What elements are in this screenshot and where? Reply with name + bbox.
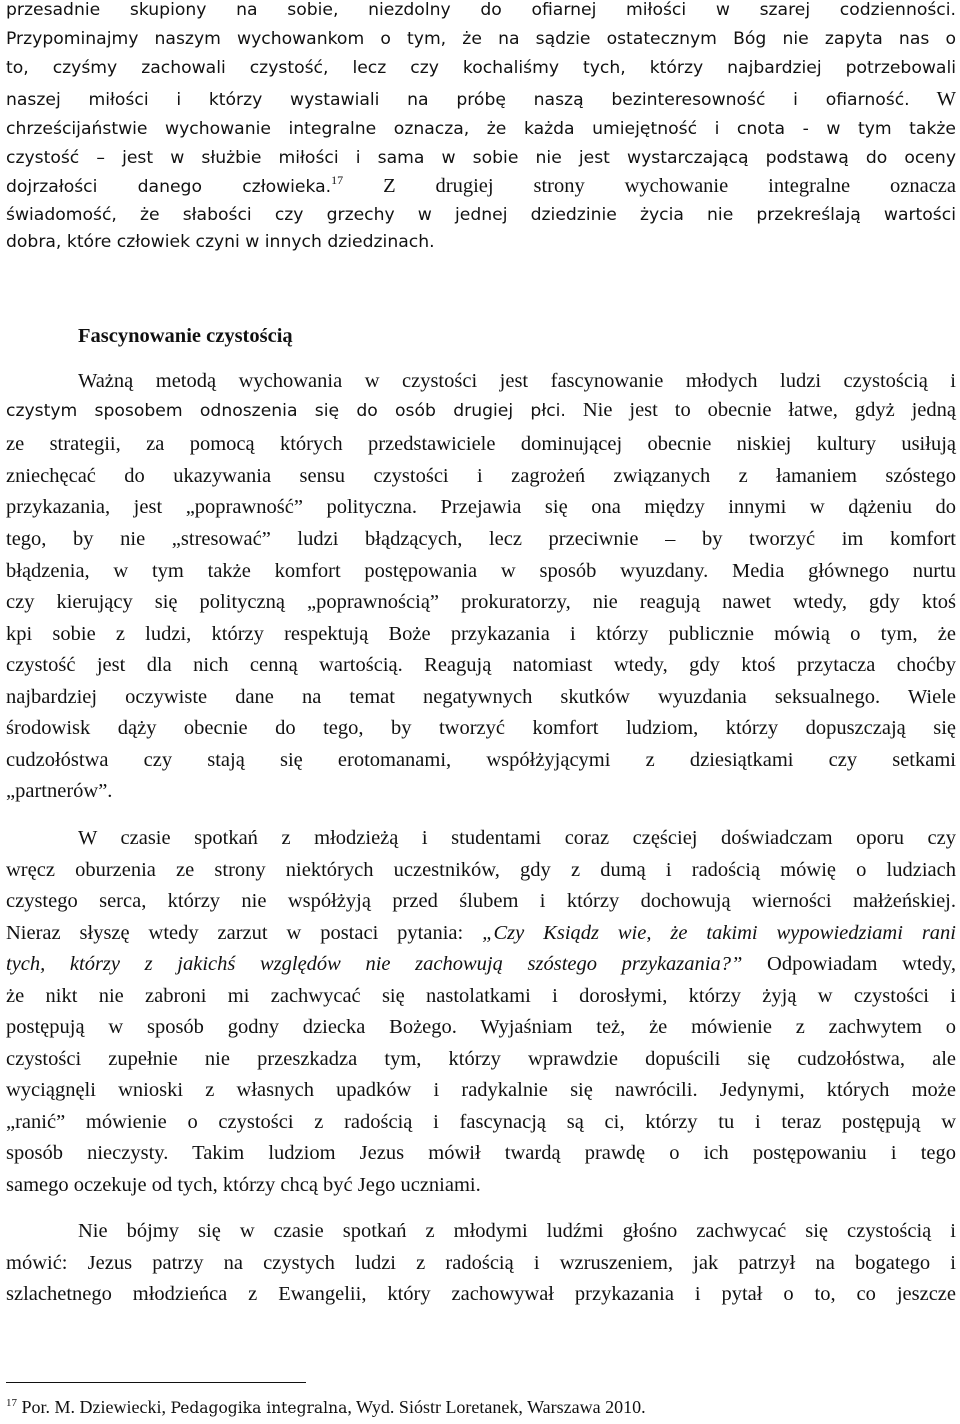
text-span: przesadnie skupiony na sobie, niezdolny do ofiarnej miłości w szarej codzienności. — [6, 0, 956, 20]
text-span: czy kierujący się polityczną „poprawnością” prokuratorzy, nie reagują nawet wtedy, gdy ktoś — [6, 591, 956, 613]
text-span: że nikt nie zabroni mi zachwycać się nastolatkami i dorosłymi, którzy żyją w czystości i — [6, 985, 956, 1007]
footnote-book-title: Pedagogika integralna — [170, 1399, 348, 1417]
text-span: dojrzałości danego człowieka. — [6, 177, 332, 197]
text-span: postępują w sposób godny dziecka Bożego. Wyjaśniam też, że mówienie z zachwytem o — [6, 1016, 956, 1038]
text-line — [6, 712, 956, 744]
text-line — [6, 822, 956, 854]
text-span: kpi sobie z ludzi, którzy respektują Boże przykazania i którzy publicznie mówią o tym, że — [6, 623, 956, 645]
text-span: błądzenia, w tym także komfort postępowania w sposób wyuzdany. Media głównego nurtu — [6, 560, 956, 582]
text-line — [6, 460, 956, 492]
text-span: Przypominajmy naszym wychowankom o tym, że na sądzie ostatecznym Bóg nie zapyta nas o — [6, 29, 956, 49]
text-span: mówić: Jezus patrzy na czystych ludzi z radością i wzruszeniem, jak patrzył na bogatego i — [6, 1252, 956, 1274]
text-span: wyciągnęli wnioski z własnych upadków i radykalnie się nawrócili. Jedynymi, których może — [6, 1079, 956, 1101]
text-span: ze strategii, za pomocą których przedstawiciele dominującej obecnie niskiej kultury usiłują — [6, 433, 956, 455]
text-line — [6, 618, 956, 650]
footnote-text: Por. M. Dziewiecki, — [17, 1397, 171, 1417]
text-span: „ranić” mówienie o czystości z radością i fascynacją są ci, którzy tu i teraz postępują w — [6, 1111, 956, 1133]
text-line — [6, 1074, 956, 1106]
text-line — [6, 1137, 956, 1169]
text-line — [6, 1169, 956, 1201]
text-line — [6, 491, 956, 523]
text-line — [6, 23, 956, 55]
text-line — [6, 1043, 956, 1075]
text-span: W — [909, 88, 956, 110]
text-span: cudzołóstwa czy stają się erotomanami, współżyjącymi z dziesiątkami czy setkami — [6, 749, 956, 771]
footnote-text: , Wyd. Sióstr Loretanek, Warszawa 2010. — [347, 1397, 646, 1417]
text-line — [6, 113, 956, 145]
text-line — [6, 1247, 956, 1279]
text-span: środowisk dąży obecnie do tego, by tworzyć komfort ludziom, którzy dopuszczają się — [6, 717, 956, 739]
text-span: W czasie spotkań z młodzieżą i studentami coraz częściej doświadczam oporu czy — [78, 827, 956, 849]
text-line — [6, 681, 956, 713]
text-span: zniechęcać do ukazywania sensu czystości i zagrożeń związanych z łamaniem szóstego — [6, 465, 956, 487]
text-span: czystości zupełnie nie przeszkadza tym, którzy wprawdzie dopuścili się cudzołóstwa, ale — [6, 1048, 956, 1070]
text-line — [6, 917, 956, 949]
footnote-reference: 17 — [331, 173, 344, 188]
text-span: czystego serca, którzy nie współżyją przed ślubem i którzy dochowują wierności małżeńskiej. — [6, 890, 956, 912]
text-span: „partnerów”. — [6, 780, 113, 802]
text-span: Odpowiadam wtedy, — [742, 953, 956, 975]
text-line — [6, 948, 956, 980]
text-span: Nie bójmy się w czasie spotkań z młodymi ludźmi głośno zachwycać się czystością i — [78, 1220, 956, 1242]
text-line — [6, 365, 956, 397]
section-heading: Fascynowanie czystością — [78, 325, 293, 347]
footnote-separator — [6, 1382, 306, 1383]
text-line — [6, 226, 956, 258]
text-span: tego, by nie „stresować” ludzi błądzących, lecz przeciwnie – by tworzyć im komfort — [6, 528, 956, 550]
text-line — [6, 52, 956, 84]
text-span: samego oczekuje od tych, którzy chcą być Jego uczniami. — [6, 1174, 481, 1196]
text-span: czystym sposobem odnoszenia się do osób drugiej płci. — [6, 401, 566, 421]
text-span: naszej miłości i którzy wystawiali na próbę naszą bezinteresowność i ofiarność. — [6, 90, 910, 110]
text-line — [6, 555, 956, 587]
text-span: chrześcijaństwie wychowanie integralne oznacza, że każda umiejętność i cnota - w tym także — [6, 119, 956, 139]
text-line — [6, 428, 956, 460]
text-line — [6, 775, 956, 807]
text-span: dobra, które człowiek czyni w innych dziedzinach. — [6, 232, 435, 252]
footnote — [6, 1395, 646, 1419]
text-span: Ważną metodą wychowania w czystości jest fascynowanie młodych ludzi czystością i — [78, 370, 956, 392]
text-line — [6, 1215, 956, 1247]
text-line — [6, 885, 956, 917]
text-span: czystość jest dla nich cenną wartością. Reagują natomiast wtedy, gdy ktoś przytacza choćby — [6, 654, 956, 676]
text-line — [6, 523, 956, 555]
text-span: szlachetnego młodzieńca z Ewangelii, który zachowywał przykazania i pytał o to, co jeszcze — [6, 1283, 956, 1305]
text-line — [6, 83, 956, 115]
text-span: Z drugiej strony wychowanie integralne oznacza — [343, 175, 956, 197]
text-line — [6, 586, 956, 618]
text-span: świadomość, że słabości czy grzechy w jednej dziedzinie życia nie przekreślają wartości — [6, 205, 956, 225]
text-line — [6, 1106, 956, 1138]
text-line — [6, 1011, 956, 1043]
text-span: to, czyśmy zachowali czystość, lecz czy kochaliśmy tych, którzy najbardziej potrzebowali — [6, 58, 956, 78]
text-line — [6, 744, 956, 776]
text-line — [6, 854, 956, 886]
quoted-question: tych, którzy z jakichś względów nie zachowują szóstego przykazania?” — [6, 953, 743, 975]
text-line — [6, 1278, 956, 1310]
footnote-number: 17 — [6, 1397, 17, 1409]
text-span: sposób nieczysty. Takim ludziom Jezus mówił twardą prawdę o ich postępowaniu i tego — [6, 1142, 956, 1164]
text-line — [6, 980, 956, 1012]
text-span: wręcz oburzenia ze strony niektórych uczestników, gdy z dumą i radością mówię o ludziach — [6, 859, 956, 881]
text-line — [6, 394, 956, 426]
text-span: przykazania, jest „poprawność” polityczna. Przejawia się ona między innymi w dążeniu do — [6, 496, 956, 518]
text-span: Nie jest to obecnie łatwe, gdyż jedną — [565, 399, 956, 421]
text-line — [6, 649, 956, 681]
quoted-question: „Czy Ksiądz wie, że takimi wypowiedziami rani — [482, 922, 956, 944]
text-span: najbardziej oczywiste dane na temat negatywnych skutków wyuzdania seksualnego. Wiele — [6, 686, 956, 708]
text-span: Nieraz słyszę wtedy zarzut w postaci pytania: — [6, 922, 483, 944]
text-span: czystość – jest w służbie miłości i sama w sobie nie jest wystarczającą podstawą do oceny — [6, 148, 956, 168]
text-line — [6, 170, 956, 202]
